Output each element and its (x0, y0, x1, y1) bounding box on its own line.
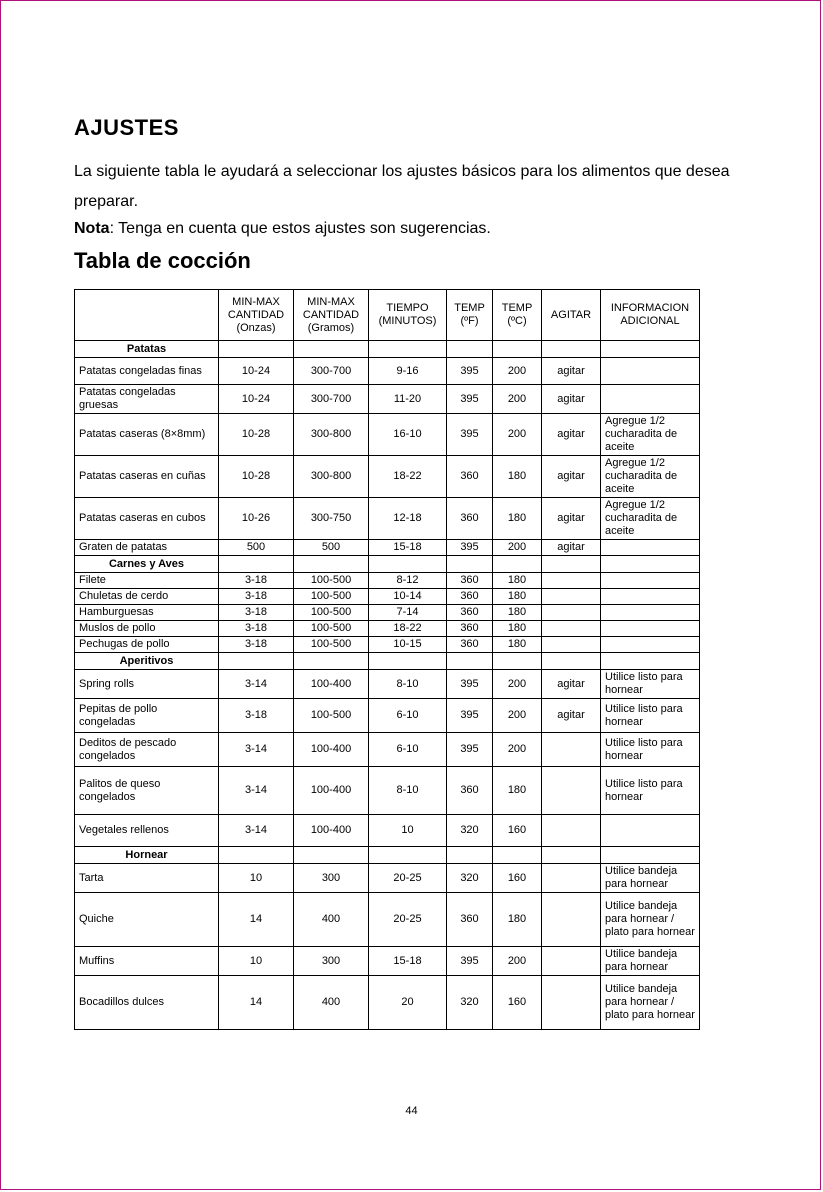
table-cell: 360 (447, 767, 493, 815)
table-cell (542, 976, 601, 1030)
header-cell: TEMP (ºF) (447, 290, 493, 341)
table-cell: 500 (294, 540, 369, 556)
table-cell: 6-10 (369, 733, 447, 767)
header-cell: TEMP (ºC) (493, 290, 542, 341)
note-label: Nota (74, 220, 110, 237)
table-header-row (75, 290, 700, 341)
table-row (75, 456, 700, 498)
empty-cell (447, 341, 493, 358)
empty-cell (542, 341, 601, 358)
table-cell: 18-22 (369, 621, 447, 637)
empty-cell (601, 341, 700, 358)
table-cell: 16-10 (369, 414, 447, 456)
section-row (75, 653, 700, 670)
table-cell: 395 (447, 670, 493, 699)
table-cell: 180 (493, 621, 542, 637)
table-cell: Utilice bandeja para hornear (601, 947, 700, 976)
food-name-cell: Tarta (75, 864, 219, 893)
table-cell (601, 621, 700, 637)
table-cell (542, 733, 601, 767)
section-row (75, 556, 700, 573)
table-row (75, 864, 700, 893)
table-cell: 180 (493, 573, 542, 589)
empty-cell (493, 847, 542, 864)
table-cell: Utilice listo para hornear (601, 699, 700, 733)
empty-cell (542, 847, 601, 864)
table-row (75, 573, 700, 589)
table-cell: 3-18 (219, 573, 294, 589)
empty-cell (493, 556, 542, 573)
table-cell: 8-12 (369, 573, 447, 589)
table-row (75, 414, 700, 456)
table-cell: 200 (493, 358, 542, 385)
empty-cell (493, 653, 542, 670)
header-cell: TIEMPO (MINUTOS) (369, 290, 447, 341)
table-cell: agitar (542, 456, 601, 498)
table-cell: 12-18 (369, 498, 447, 540)
table-row (75, 767, 700, 815)
table-cell: 3-18 (219, 621, 294, 637)
table-cell: 395 (447, 947, 493, 976)
food-name-cell: Palitos de queso congelados (75, 767, 219, 815)
table-row (75, 498, 700, 540)
intro-paragraph: La siguiente tabla le ayudará a seleccionar los ajustes básicos para los alimentos que desea preparar. (74, 163, 730, 210)
food-name-cell: Chuletas de cerdo (75, 589, 219, 605)
table-cell: 360 (447, 589, 493, 605)
table-cell: Utilice listo para hornear (601, 670, 700, 699)
table-cell: agitar (542, 670, 601, 699)
table-cell: 160 (493, 976, 542, 1030)
table-cell: 100-400 (294, 767, 369, 815)
table-cell: 100-400 (294, 815, 369, 847)
empty-cell (219, 653, 294, 670)
empty-cell (447, 653, 493, 670)
empty-cell (294, 653, 369, 670)
table-cell (542, 893, 601, 947)
table-cell: 400 (294, 893, 369, 947)
table-cell: agitar (542, 498, 601, 540)
table-cell: Agregue 1/2 cucharadita de aceite (601, 498, 700, 540)
section-title: Patatas (75, 341, 219, 358)
table-cell: 200 (493, 947, 542, 976)
table-cell: 10-14 (369, 589, 447, 605)
table-row (75, 385, 700, 414)
table-cell: 11-20 (369, 385, 447, 414)
food-name-cell: Deditos de pescado congelados (75, 733, 219, 767)
table-cell: 200 (493, 733, 542, 767)
table-row (75, 670, 700, 699)
empty-cell (219, 847, 294, 864)
table-row (75, 358, 700, 385)
header-cell (75, 290, 219, 341)
table-cell: 200 (493, 670, 542, 699)
empty-cell (601, 653, 700, 670)
food-name-cell: Patatas caseras (8×8mm) (75, 414, 219, 456)
table-cell: 100-500 (294, 589, 369, 605)
table-cell: 10-28 (219, 456, 294, 498)
table-cell: 10-24 (219, 385, 294, 414)
food-name-cell: Patatas congeladas gruesas (75, 385, 219, 414)
empty-cell (542, 653, 601, 670)
empty-cell (369, 653, 447, 670)
table-cell: 8-10 (369, 767, 447, 815)
food-name-cell: Patatas congeladas finas (75, 358, 219, 385)
table-cell: 100-500 (294, 605, 369, 621)
table-cell: 200 (493, 414, 542, 456)
food-name-cell: Graten de patatas (75, 540, 219, 556)
table-cell: 10 (219, 864, 294, 893)
table-cell: 3-14 (219, 670, 294, 699)
table-cell: 360 (447, 573, 493, 589)
food-name-cell: Vegetales rellenos (75, 815, 219, 847)
table-cell: 180 (493, 589, 542, 605)
table-cell: Utilice bandeja para hornear / plato para hornear (601, 976, 700, 1030)
table-cell: 3-14 (219, 733, 294, 767)
table-cell: 10-26 (219, 498, 294, 540)
food-name-cell: Patatas caseras en cuñas (75, 456, 219, 498)
food-name-cell: Hamburguesas (75, 605, 219, 621)
table-cell: 200 (493, 699, 542, 733)
table-cell (542, 815, 601, 847)
page-heading: AJUSTES (74, 115, 179, 140)
table-cell: 360 (447, 621, 493, 637)
table-cell: 395 (447, 414, 493, 456)
table-title: Tabla de cocción (74, 248, 251, 273)
table-cell (542, 573, 601, 589)
table-cell: agitar (542, 414, 601, 456)
table-cell: 18-22 (369, 456, 447, 498)
table-cell: 3-14 (219, 767, 294, 815)
table-cell: Agregue 1/2 cucharadita de aceite (601, 414, 700, 456)
header-cell: MIN-MAX CANTIDAD (Gramos) (294, 290, 369, 341)
table-cell: 6-10 (369, 699, 447, 733)
empty-cell (542, 556, 601, 573)
table-cell: 180 (493, 893, 542, 947)
table-cell (542, 621, 601, 637)
table-row (75, 733, 700, 767)
empty-cell (447, 847, 493, 864)
empty-cell (219, 341, 294, 358)
table-cell (601, 358, 700, 385)
table-cell: 360 (447, 498, 493, 540)
table-row (75, 893, 700, 947)
table-cell: 360 (447, 456, 493, 498)
empty-cell (447, 556, 493, 573)
table-cell: 15-18 (369, 947, 447, 976)
table-cell: 14 (219, 976, 294, 1030)
table-row (75, 540, 700, 556)
empty-cell (369, 847, 447, 864)
note-text: : Tenga en cuenta que estos ajustes son sugerencias. (109, 220, 491, 237)
table-body (75, 341, 700, 1030)
table-row (75, 815, 700, 847)
table-cell: 160 (493, 864, 542, 893)
section-row (75, 341, 700, 358)
table-cell: 3-14 (219, 815, 294, 847)
page-number: 44 (405, 1105, 418, 1117)
table-cell: 395 (447, 540, 493, 556)
table-cell: 300-700 (294, 385, 369, 414)
food-name-cell: Filete (75, 573, 219, 589)
table-cell: 180 (493, 637, 542, 653)
table-cell: 200 (493, 385, 542, 414)
table-cell: 500 (219, 540, 294, 556)
food-name-cell: Muffins (75, 947, 219, 976)
table-cell: 180 (493, 767, 542, 815)
table-cell: 300-800 (294, 414, 369, 456)
table-cell: 300 (294, 947, 369, 976)
cooking-table (74, 289, 700, 1030)
table-cell: 300-700 (294, 358, 369, 385)
table-cell: 100-400 (294, 733, 369, 767)
table-cell (542, 637, 601, 653)
table-cell: 300-750 (294, 498, 369, 540)
table-row (75, 976, 700, 1030)
table-cell: 200 (493, 540, 542, 556)
table-row (75, 947, 700, 976)
table-cell: 180 (493, 605, 542, 621)
table-cell: agitar (542, 358, 601, 385)
table-cell: 360 (447, 605, 493, 621)
table-cell (601, 385, 700, 414)
table-cell: 10 (369, 815, 447, 847)
table-cell: Utilice listo para hornear (601, 767, 700, 815)
table-cell: 3-18 (219, 699, 294, 733)
section-row (75, 847, 700, 864)
table-cell: Utilice bandeja para hornear / plato para hornear (601, 893, 700, 947)
table-cell: 180 (493, 456, 542, 498)
table-cell (542, 767, 601, 815)
table-cell: 100-500 (294, 621, 369, 637)
section-title: Carnes y Aves (75, 556, 219, 573)
table-cell: 7-14 (369, 605, 447, 621)
table-cell: 10-28 (219, 414, 294, 456)
table-row (75, 605, 700, 621)
note-paragraph (74, 219, 491, 239)
table-cell: 395 (447, 699, 493, 733)
food-name-cell: Pepitas de pollo congeladas (75, 699, 219, 733)
table-row (75, 699, 700, 733)
empty-cell (601, 847, 700, 864)
section-title: Aperitivos (75, 653, 219, 670)
table-cell: 395 (447, 733, 493, 767)
food-name-cell: Muslos de pollo (75, 621, 219, 637)
table-cell: agitar (542, 540, 601, 556)
table-cell: 8-10 (369, 670, 447, 699)
table-cell: 400 (294, 976, 369, 1030)
table-cell: 360 (447, 637, 493, 653)
empty-cell (294, 847, 369, 864)
table-row (75, 637, 700, 653)
table-cell: 300-800 (294, 456, 369, 498)
table-cell: Utilice bandeja para hornear (601, 864, 700, 893)
table-cell (601, 605, 700, 621)
table-cell (542, 605, 601, 621)
table-row (75, 589, 700, 605)
table-cell: 10 (219, 947, 294, 976)
food-name-cell: Quiche (75, 893, 219, 947)
table-cell: 3-18 (219, 605, 294, 621)
table-cell: 320 (447, 976, 493, 1030)
table-cell: 20-25 (369, 893, 447, 947)
header-cell: INFORMACION ADICIONAL (601, 290, 700, 341)
table-row (75, 621, 700, 637)
food-name-cell: Spring rolls (75, 670, 219, 699)
table-cell (601, 815, 700, 847)
table-cell: 320 (447, 815, 493, 847)
table-cell: 10-15 (369, 637, 447, 653)
table-cell: 3-18 (219, 589, 294, 605)
table-cell: Utilice listo para hornear (601, 733, 700, 767)
table-cell: agitar (542, 699, 601, 733)
empty-cell (219, 556, 294, 573)
table-cell: 160 (493, 815, 542, 847)
table-cell: 10-24 (219, 358, 294, 385)
table-cell: 100-400 (294, 670, 369, 699)
table-cell: 360 (447, 893, 493, 947)
table-cell: 300 (294, 864, 369, 893)
table-cell (542, 864, 601, 893)
empty-cell (493, 341, 542, 358)
table-cell: 320 (447, 864, 493, 893)
empty-cell (369, 341, 447, 358)
header-cell: AGITAR (542, 290, 601, 341)
food-name-cell: Pechugas de pollo (75, 637, 219, 653)
table-cell: 20 (369, 976, 447, 1030)
food-name-cell: Patatas caseras en cubos (75, 498, 219, 540)
table-cell: 100-500 (294, 637, 369, 653)
table-cell: 9-16 (369, 358, 447, 385)
table-cell: agitar (542, 385, 601, 414)
empty-cell (294, 556, 369, 573)
table-cell: 14 (219, 893, 294, 947)
empty-cell (601, 556, 700, 573)
food-name-cell: Bocadillos dulces (75, 976, 219, 1030)
table-cell: 20-25 (369, 864, 447, 893)
table-cell: 100-500 (294, 573, 369, 589)
table-cell: 180 (493, 498, 542, 540)
table-cell (601, 637, 700, 653)
table-cell (601, 573, 700, 589)
table-cell (542, 589, 601, 605)
table-cell (601, 540, 700, 556)
header-cell: MIN-MAX CANTIDAD (Onzas) (219, 290, 294, 341)
table-cell (601, 589, 700, 605)
table-cell (542, 947, 601, 976)
table-cell: Agregue 1/2 cucharadita de aceite (601, 456, 700, 498)
table-cell: 100-500 (294, 699, 369, 733)
empty-cell (369, 556, 447, 573)
table-cell: 15-18 (369, 540, 447, 556)
table-cell: 3-18 (219, 637, 294, 653)
table-cell: 395 (447, 385, 493, 414)
section-title: Hornear (75, 847, 219, 864)
table-cell: 395 (447, 358, 493, 385)
empty-cell (294, 341, 369, 358)
